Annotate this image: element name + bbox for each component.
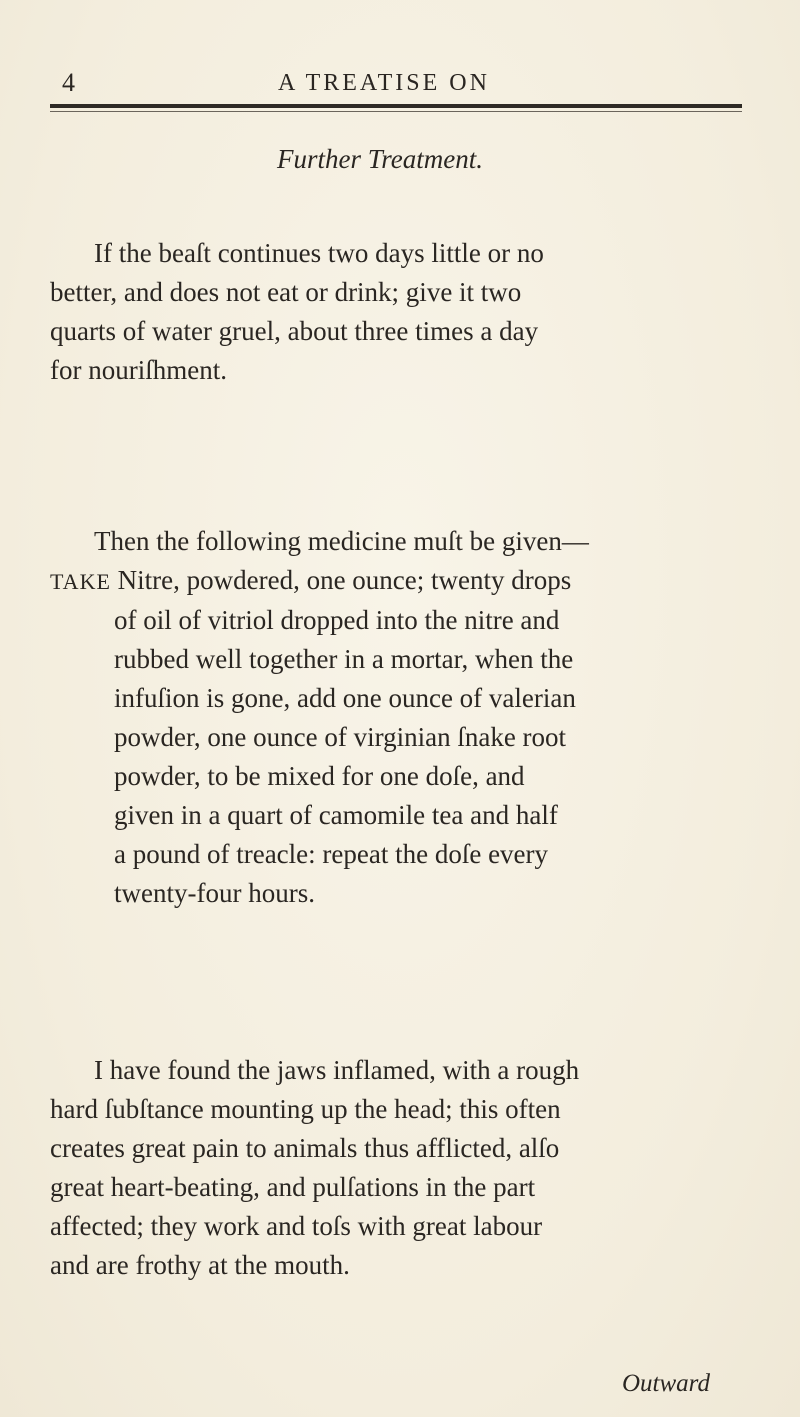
paragraph-line: creates great pain to animals thus afflicted, alſo [50,1133,560,1163]
paragraph-further-treatment [50,234,544,390]
header-rule-thin [50,111,742,112]
paragraph-line: hard ſubſtance mounting up the head; this often [50,1094,561,1124]
section-heading: Further Treatment. [277,144,483,174]
page-number: 4 [62,68,75,97]
recipe-lead-word: TAKE [50,569,111,594]
paragraph-line: and are frothy at the mouth. [50,1250,350,1280]
paragraph-line: of oil of vitriol dropped into the nitre and [114,605,560,635]
paragraph-line: for nouriſhment. [50,355,227,385]
running-head-title: A TREATISE ON [278,70,490,96]
running-head [62,68,742,98]
paragraph-line: better, and does not eat or drink; give it two [50,277,522,307]
paragraph-line: powder, one ounce of virginian ſnake root [114,722,567,752]
paragraph-line: great heart-beating, and pulſations in the part [50,1172,536,1202]
paragraph-line: affected; they work and toſs with great labour [50,1211,543,1241]
paragraph-line: Then the following medicine muſt be given— [94,526,589,556]
paragraph-medicine [50,522,589,913]
paragraph-line: given in a quart of camomile tea and half [114,800,558,830]
paragraph-line: quarts of water gruel, about three times a day [50,316,539,346]
paragraph-line: If the beaſt continues two days little or no [94,238,544,268]
paragraph-line: twenty-four hours. [114,878,315,908]
paragraph-jaws-inflamed [50,1051,579,1285]
catchword: Outward [622,1370,710,1397]
paragraph-line [50,561,589,601]
paragraph-line: rubbed well together in a mortar, when the [114,644,574,674]
paragraph-line: powder, to be mixed for one doſe, and [114,761,525,791]
paragraph-line: infuſion is gone, add one ounce of valerian [114,683,576,713]
recipe-line-text: Nitre, powdered, one ounce; twenty drops [117,565,572,595]
paragraph-line: I have found the jaws inflamed, with a rough [94,1055,580,1085]
paragraph-line: a pound of treacle: repeat the doſe every [114,839,549,869]
header-rule [50,104,742,108]
